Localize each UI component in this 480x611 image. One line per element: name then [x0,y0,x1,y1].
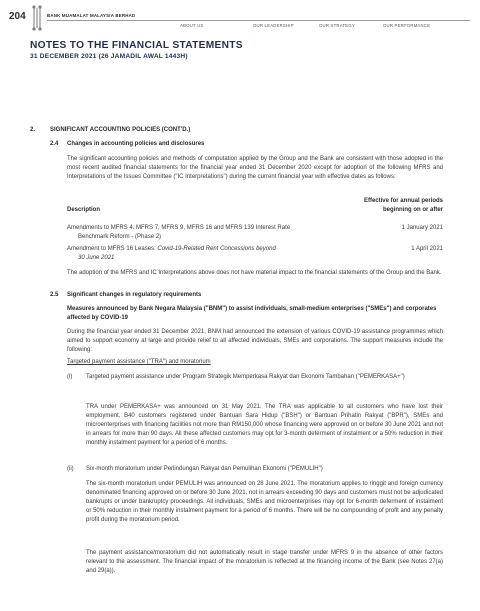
item-ii-body-2: The payment assistance/moratorium did not automatically result in stage transfer under MFRS 9 in the absence of other factors relevant to the assessment. The financial impact of the moratorium is reflected at the financing income of the Bank (see Notes 27(a) and 29(a)). [86,550,443,574]
table-row-1-desc-line2: Benchmark Reform - (Phase 2) [78,234,162,240]
table-row-1-description [67,224,290,233]
subsection-2-5-number: 2.5 [50,292,59,298]
subsection-2-4-heading: Changes in accounting policies and disclosures [67,141,205,147]
item-i-title: Targeted payment assistance under Program Strategik Memperkasa Rakyat dan Ekonomi Tambahan ("PEMERKASA+") [86,374,405,380]
table-row-2-desc-line2: 30 June 2021 [78,255,115,261]
subsection-2-5-paragraph-1: During the financial year ended 31 December 2021, BNM had announced the extension of various COVID-19 assistance programmes which aimed to support economy at large and provide relief to all affected individuals, SMEs and corporations. The support measures include the following: [67,329,443,353]
nav-our-strategy[interactable]: OUR STRATEGY [319,23,355,28]
table-row-2-description [67,245,276,254]
item-i-label: (i) [67,374,73,380]
section-heading: SIGNIFICANT ACCOUNTING POLICIES (CONT'D.) [50,127,191,133]
table-row-2-desc-part2: Covid-19-Related Rent Concessions beyond [157,246,276,252]
page-subtitle: 31 DECEMBER 2021 (26 JAMADIL AWAL 1443H) [30,53,188,60]
subsection-2-4-intro: The significant accounting policies and methods of computation applied by the Group and the Bank are consistent with those adopted in the most recent audited financial statements for the financial year ended 31 December 2020 except for adoption of the following MFRS and Interpretations of the Issues Committee ("IC Interpretations") during the current financial year with effective dates as follows: [67,156,443,180]
table-row-1-date: 1 January 2021 [401,225,443,231]
table-row-2-desc-part1: Amendment to MFRS 16 Leases: [67,246,158,252]
nav-our-performance[interactable]: OUR PERFORMANCE [383,23,431,28]
nav-our-leadership[interactable]: OUR LEADERSHIP [253,23,294,28]
page-number: 204 [9,11,26,22]
table-header-effective-2: beginning on or after [383,207,443,213]
subsection-2-5-subheading: Measures announced by Bank Negara Malaysia ("BNM") to assist individuals, small-medium enterprises ("SMEs") and corporates affected by COVID-19 [67,306,437,321]
section-number: 2. [30,127,36,133]
targeted-heading: Targeted payment assistance ("TRA") and moratorium [67,359,211,365]
nav-about-us[interactable]: ABOUT US [180,23,204,28]
item-i-body: TRA under PEMERKASA+ was announced on 31 May 2021. The TRA was applicable to all customers who have lost their employment, B40 customers registered under Bantuan Sara Hidup ("BSH") or Bantuan Prihatin Rakyat ("BPR"), SMEs and microenterprises with financing facilities not more than RM150,000 whose financing were approved on or before 30 June 2021 and not in arrears for more than 90 days. All these affected customers may opt for 3-month deferment of instalment or a 50% reduction in their monthly instalment payment for a period of 6 months. [86,404,443,446]
header-divider [47,20,470,21]
subsection-2-4-number: 2.4 [50,141,59,147]
page-header [0,0,480,40]
subsection-2-5-heading: Significant changes in regulatory requirements [67,292,202,298]
page-title: NOTES TO THE FINANCIAL STATEMENTS [30,40,243,51]
table-row-1-desc-line1: Amendments to MFRS 4, MFRS 7, MFRS 9, MFRS 16 and MFRS 139 Interest Rate [67,225,291,231]
item-ii-title: Six-month moratorium under Perlindungan Rakyat dan Pemulihan Ekonomi ("PEMULIH") [86,466,323,472]
table-header-effective-1: Effective for annual periods [363,198,443,204]
subsection-2-4-outro: The adoption of the MFRS and IC Interpretations above does not have material impact to the financial statements of the Group and the Bank. [67,270,442,276]
item-ii-label: (ii) [67,466,74,472]
table-header-description: Description [67,207,101,213]
item-ii-body: The six-month moratorium under PEMULIH was announced on 28 June 2021. The moratorium applies to ringgit and foreign currency denominated financing approved on or before 30 June 2021, not in arrears exceeding 90 days and customers must not be adjudicated bankrupts or under bankruptcy proceedings. All individuals, SMEs and microenterprises may opt for 6-month deferment of instalment or 50% reduction in their monthly instalment payment for a period of 6 months. There will be no compounding of profit and any penalty profit during the moratorium period. [86,481,443,523]
table-row-2-date: 1 April 2021 [411,246,443,252]
bank-logo-icon [30,5,44,31]
bank-name: BANK MUAMALAT MALAYSIA BERHAD [47,13,136,18]
